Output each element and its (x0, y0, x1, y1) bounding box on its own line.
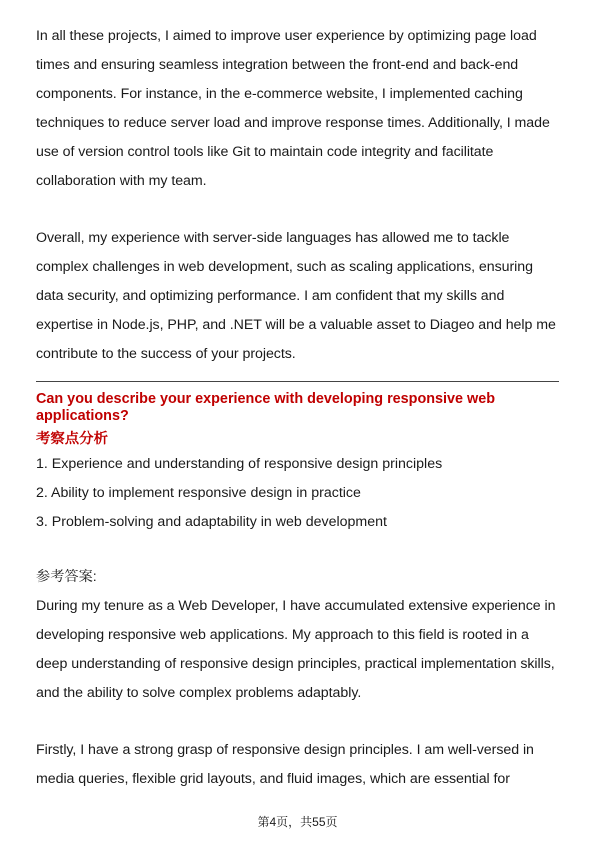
analysis-label: 考察点分析 (36, 431, 108, 447)
body-paragraph: In all these projects, I aimed to improve user experience by optimizing page load times and ensuring seamless integration between the front-end and back-end components. For instance, in the e-commerce website, I implemented caching techniques to reduce server load and improve response times. Additionally, I made use of version control tools like Git to maintain code integrity and facilitate collaboration with my team. (36, 28, 550, 189)
section-divider (36, 381, 559, 382)
analysis-list (36, 450, 564, 537)
paragraph-gap (36, 196, 564, 224)
answer-paragraph: During my tenure as a Web Developer, I have accumulated extensive experience in developing responsive web applications. My approach to this field is rooted in a deep understanding of responsive design principles, practical implementation skills, and the ability to solve complex problems adaptably. (36, 598, 556, 701)
list-item: 2. Ability to implement responsive design in practice (36, 485, 361, 501)
list-item: 1. Experience and understanding of responsive design principles (36, 456, 443, 472)
answer-paragraph: Firstly, I have a strong grasp of responsive design principles. I am well-versed in media queries, flexible grid layouts, and fluid images, which are essential for (36, 742, 534, 787)
page-footer: 第4页，共55页 (257, 815, 338, 829)
document-page (36, 22, 564, 794)
body-paragraph: Overall, my experience with server-side languages has allowed me to tackle complex challenges in web development, such as scaling applications, ensuring data security, and optimizing performance. I am confident that my skills and expertise in Node.js, PHP, and .NET will be a valuable asset to Diageo and help me contribute to the success of your projects. (36, 230, 556, 362)
question-heading: Can you describe your experience with developing responsive web applications? (36, 391, 496, 424)
paragraph-gap (36, 708, 564, 736)
answer-label: 参考答案: (36, 569, 97, 585)
list-item: 3. Problem-solving and adaptability in web development (36, 514, 387, 530)
paragraph-gap (36, 537, 564, 563)
